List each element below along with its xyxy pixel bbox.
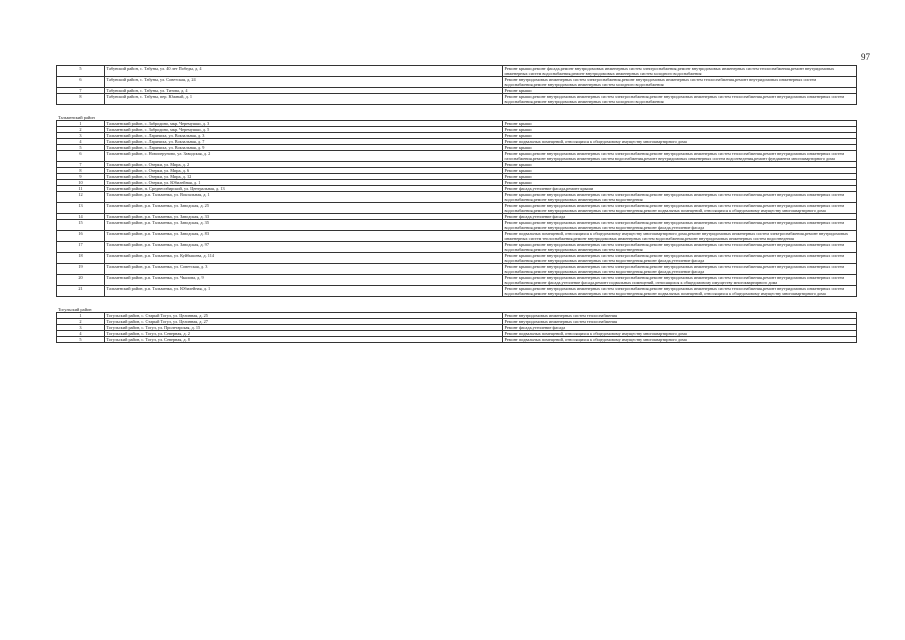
table-row	[57, 220, 857, 231]
row-number: 3	[57, 325, 105, 331]
table-row	[57, 337, 857, 343]
row-work-types: Ремонт крыши,ремонт внутридомовых инженерных систем электроснабжения,ремонт внутридомовых инженерных систем теплоснабжения,ремонт внутридомовых инженерных систем водоснабжения,ремонт внутридомовых инженерных систем водоотведения,ремонт фасада,утепление фасада	[503, 253, 857, 264]
row-number: 5	[57, 337, 105, 343]
row-number: 3	[57, 133, 105, 139]
row-work-types: Ремонт крыши,ремонт внутридомовых инженерных систем электроснабжения,ремонт внутридомовых инженерных систем теплоснабжения,ремонт внутридомовых инженерных систем водоснабжения,ремонт фасада,утепление фасада,ремонт подвальных помещений, относящихся к общедомовому имуществу многоквартирного дома	[503, 275, 857, 286]
row-number: 2	[57, 319, 105, 325]
row-address: Тальменский район, с. Озерки, ул. Мира, д. 2	[105, 162, 503, 168]
row-address: Тальменский район, р.п. Тальменка, ул. Куйбышева, д. 114	[105, 253, 503, 264]
works-table-body	[57, 66, 857, 343]
row-number: 15	[57, 220, 105, 231]
row-number: 4	[57, 331, 105, 337]
row-address: Тальменский район, р.п. Тальменка, ул. Вокзальная, д. 1	[105, 192, 503, 203]
table-row	[57, 286, 857, 297]
row-number: 14	[57, 214, 105, 220]
table-row	[57, 231, 857, 242]
row-address: Тальменский район, с. Озерки, ул. Мира, д. 12	[105, 174, 503, 180]
row-work-types: Ремонт подвальных помещений, относящихся к общедомовому имуществу многоквартирного дома	[503, 337, 857, 343]
row-address: Тальменский район, с. Забродино, мкр. Черемушки, д. 5	[105, 127, 503, 133]
table-row	[57, 94, 857, 105]
row-address: Табунский район, с. Табуны, ул. Титова, д. 4	[105, 88, 503, 94]
row-work-types: Ремонт крыши,ремонт внутридомовых инженерных систем электроснабжения,ремонт внутридомовых инженерных систем теплоснабжения,ремонт внутридомовых инженерных систем водоснабжения,ремонт внутридомовых инженерных систем водоотведения,ремонт подвальных помещений, относящихся к общедомовому имуществу многоквартирного дома	[503, 203, 857, 214]
row-work-types: Ремонт крыши	[503, 121, 857, 127]
row-work-types: Ремонт крыши,ремонт внутридомовых инженерных систем электроснабжения,ремонт внутридомовых инженерных систем теплоснабжения,ремонт внутридомовых инженерных систем водоснабжения,ремонт внутридомовых инженерных систем водоотведения	[503, 192, 857, 203]
section-title: Тогульский район	[58, 307, 92, 312]
row-address: Тальменский район, с. Новоперуново, ул. Заводская, д. 2	[105, 151, 503, 162]
row-work-types: Ремонт подвальных помещений, относящихся к общедомовому имуществу многоквартирного дома,ремонт внутридомовых инженерных систем электроснабжения,ремонт внутридомовых инженерных систем теплоснабжения,ремонт внутридомовых инженерных систем водоснабжения,ремонт внутридомовых инженерных систем водоотведения	[503, 231, 857, 242]
row-number: 1	[57, 313, 105, 319]
row-work-types: Ремонт крыши,ремонт внутридомовых инженерных систем электроснабжения,ремонт внутридомовых инженерных систем теплоснабжения,ремонт внутридомовых инженерных систем водоснабжения,ремонт внутридомовых инженерных систем водоотведения	[503, 242, 857, 253]
row-work-types: Ремонт подвальных помещений, относящихся к общедомовому имуществу многоквартирного дома	[503, 331, 857, 337]
row-work-types: Ремонт внутридомовых инженерных систем электроснабжения,ремонт внутридомовых инженерных систем теплоснабжения,ремонт внутридомовых инженерных систем водоснабжения,ремонт внутридомовых инженерных систем холодного водоснабжения	[503, 77, 857, 88]
row-address: Тальменский район, с. Ларичиха, ул. Вокзальная, д. 3	[105, 133, 503, 139]
row-work-types: Ремонт внутридомовых инженерных систем теплоснабжения	[503, 319, 857, 325]
row-number: 8	[57, 94, 105, 105]
page-number: 97	[861, 52, 870, 62]
row-number: 7	[57, 162, 105, 168]
row-address: Тальменский район, с. Ларичиха, ул. Вокзальная, д. 9	[105, 145, 503, 151]
row-address: Тальменский район, с. Озерки, ул. Мира, д. 6	[105, 168, 503, 174]
row-work-types: Ремонт крыши	[503, 127, 857, 133]
row-work-types: Ремонт подвальных помещений, относящихся к общедомовому имуществу многоквартирного дома	[503, 139, 857, 145]
row-work-types: Ремонт крыши,ремонт внутридомовых инженерных систем электроснабжения,ремонт внутридомовых инженерных систем теплоснабжения,ремонт внутридомовых инженерных систем водоснабжения,ремонт внутридомовых инженерных систем холодного водоснабжения	[503, 94, 857, 105]
row-work-types: Ремонт фасада,утепление фасада	[503, 325, 857, 331]
row-work-types: Ремонт крыши	[503, 174, 857, 180]
row-number: 13	[57, 203, 105, 214]
row-number: 8	[57, 168, 105, 174]
section-gap	[57, 297, 857, 306]
section-title: Тальменский район	[58, 115, 95, 120]
table-row	[57, 77, 857, 88]
row-work-types: Ремонт крыши	[503, 180, 857, 186]
table-row	[57, 275, 857, 286]
row-address: Тогульский район, с. Тогул, ул. Северная, д. 2	[105, 331, 503, 337]
row-work-types: Ремонт крыши	[503, 168, 857, 174]
row-number: 5	[57, 66, 105, 77]
section-header-row	[57, 305, 857, 313]
table-row	[57, 151, 857, 162]
row-number: 7	[57, 88, 105, 94]
row-work-types: Ремонт крыши	[503, 162, 857, 168]
row-work-types: Ремонт внутридомовых инженерных систем теплоснабжения	[503, 313, 857, 319]
row-work-types: Ремонт крыши,ремонт внутридомовых инженерных систем электроснабжения,ремонт внутридомовых инженерных систем теплоснабжения,ремонт внутридомовых инженерных систем газоснабжения,ремонт внутридомовых инженерных систем водоснабжения,ремонт внутридомовых инженерных систем водоотведения,ремонт фундамента многоквартирного дома	[503, 151, 857, 162]
row-number: 10	[57, 180, 105, 186]
row-address: Тальменский район, р.п. Тальменка, ул. Юбилейная, д. 1	[105, 286, 503, 297]
row-address: Тальменский район, р.п. Тальменка, ул. Заводская, д. 33	[105, 214, 503, 220]
row-address: Тогульский район, с. Тогул, ул. Пролетарская, д. 15	[105, 325, 503, 331]
row-address: Тогульский район, с. Старый Тогул, ул. Целинная, д. 25	[105, 313, 503, 319]
row-address: Тальменский район, р.п. Тальменка, ул. Советская, д. 3	[105, 264, 503, 275]
works-table	[56, 65, 857, 343]
row-number: 6	[57, 151, 105, 162]
row-address: Тальменский район, р.п. Тальменка, ул. Заводская, д. 35	[105, 220, 503, 231]
row-work-types: Ремонт фасада,утепление фасада,ремонт крыши	[503, 186, 857, 192]
row-work-types: Ремонт фасада,утепление фасада	[503, 214, 857, 220]
row-address: Тогульский район, с. Тогул, ул. Северная, д. 8	[105, 337, 503, 343]
row-address: Тальменский район, р.п. Тальменка, ул. Заводская, д. 83	[105, 231, 503, 242]
row-work-types: Ремонт крыши,ремонт внутридомовых инженерных систем электроснабжения,ремонт внутридомовых инженерных систем теплоснабжения,ремонт внутридомовых инженерных систем водоснабжения,ремонт внутридомовых инженерных систем водоотведения,ремонт подвальных помещений, относящихся к общедомовому имуществу многоквартирного дома	[503, 286, 857, 297]
row-number: 20	[57, 275, 105, 286]
row-work-types: Ремонт крыши	[503, 145, 857, 151]
row-address: Тальменский район, р.п. Тальменка, ул. Заводская, д. 97	[105, 242, 503, 253]
row-number: 1	[57, 121, 105, 127]
row-work-types: Ремонт крыши,ремонт фасада,ремонт внутридомовых инженерных систем электроснабжения,ремонт внутридомовых инженерных систем теплоснабжения,ремонт внутридомовых инженерных систем водоснабжения,ремонт внутридомовых инженерных систем холодного водоснабжения	[503, 66, 857, 77]
table-row	[57, 242, 857, 253]
table-row	[57, 253, 857, 264]
row-number: 2	[57, 127, 105, 133]
table-row	[57, 203, 857, 214]
row-address: Тальменский район, р.п. Тальменка, ул. Заводская, д. 25	[105, 203, 503, 214]
row-work-types: Ремонт крыши	[503, 133, 857, 139]
row-address: Тальменский район, с. Озерки, ул. Юбилейная, д. 1	[105, 180, 503, 186]
section-header-row	[57, 113, 857, 121]
row-number: 9	[57, 174, 105, 180]
row-work-types: Ремонт крыши,ремонт внутридомовых инженерных систем электроснабжения,ремонт внутридомовых инженерных систем теплоснабжения,ремонт внутридомовых инженерных систем водоснабжения,ремонт внутридомовых инженерных систем водоотведения,ремонт фасада,утепление фасада	[503, 264, 857, 275]
table-row	[57, 66, 857, 77]
row-number: 4	[57, 139, 105, 145]
row-address: Табунский район, с. Табуны, пер. Южный, д. 1	[105, 94, 503, 105]
row-address: Тальменский район, п. Среднесибирский, ул. Центральная, д. 13	[105, 186, 503, 192]
table-row	[57, 264, 857, 275]
section-gap-cell	[57, 105, 857, 114]
row-number: 16	[57, 231, 105, 242]
row-address: Тальменский район, с. Забродино, мкр. Черемушки, д. 3	[105, 121, 503, 127]
section-gap-cell	[57, 297, 857, 306]
row-address: Табунский район, с. Табуны, ул. Советская, д. 24	[105, 77, 503, 88]
row-address: Тальменский район, р.п. Тальменка, ул. Чкалова, д. 9	[105, 275, 503, 286]
row-number: 11	[57, 186, 105, 192]
row-work-types: Ремонт крыши	[503, 88, 857, 94]
section-gap	[57, 105, 857, 114]
row-number: 19	[57, 264, 105, 275]
row-number: 18	[57, 253, 105, 264]
row-number: 21	[57, 286, 105, 297]
row-address: Табунский район, с. Табуны, ул. 40 лет Победы, д. 4	[105, 66, 503, 77]
row-work-types: Ремонт крыши,ремонт внутридомовых инженерных систем электроснабжения,ремонт внутридомовых инженерных систем теплоснабжения,ремонт внутридомовых инженерных систем водоснабжения,ремонт внутридомовых инженерных систем водоотведения,ремонт фасада,утепление фасада	[503, 220, 857, 231]
row-address: Тогульский район, с. Старый Тогул, ул. Целинная, д. 27	[105, 319, 503, 325]
row-number: 17	[57, 242, 105, 253]
row-number: 6	[57, 77, 105, 88]
row-number: 5	[57, 145, 105, 151]
works-table-container	[56, 65, 856, 343]
table-row	[57, 192, 857, 203]
row-address: Тальменский район, с. Ларичиха, ул. Вокзальная, д. 7	[105, 139, 503, 145]
row-number: 12	[57, 192, 105, 203]
